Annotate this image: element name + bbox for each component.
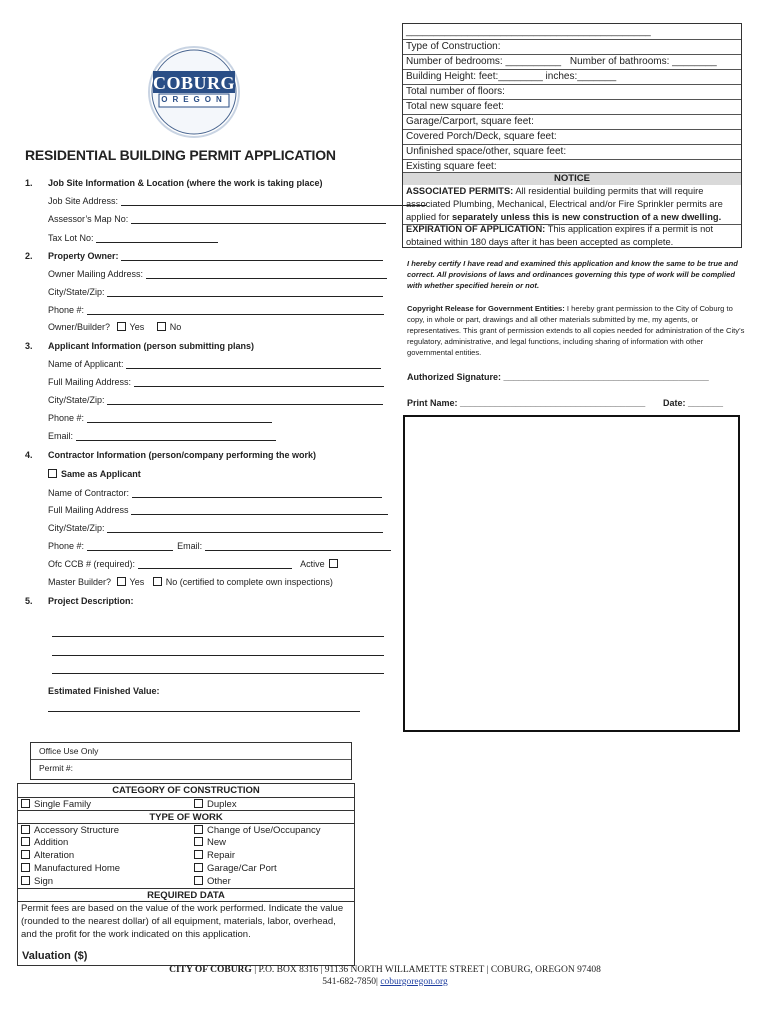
job-site-address-label: Job Site Address:	[48, 196, 119, 206]
garage-car-port-option[interactable]	[194, 862, 277, 875]
footer-city: CITY OF COBURG	[169, 965, 252, 975]
owner-city-label: City/State/Zip:	[48, 287, 105, 297]
sign-label: Sign	[34, 876, 54, 887]
category-table	[17, 783, 355, 966]
authorized-signature-field[interactable]: Authorized Signature: _________________________________________	[407, 372, 709, 382]
notice-header: NOTICE	[403, 172, 741, 185]
section-5-heading: Project Description:	[48, 596, 134, 606]
contractor-city-field[interactable]	[48, 523, 383, 533]
project-description-line-2[interactable]	[52, 655, 384, 656]
contractor-phone-email-row	[48, 541, 391, 551]
alteration-label: Alteration	[34, 850, 75, 861]
section-4-heading: Contractor Information (person/company performing the work)	[48, 450, 317, 460]
assessors-map-field[interactable]	[48, 214, 386, 224]
applicant-phone-label: Phone #:	[48, 413, 85, 423]
total-floors-field[interactable]: Total number of floors:	[403, 84, 741, 99]
duplex-label: Duplex	[207, 799, 237, 810]
applicant-city-field[interactable]	[48, 395, 383, 405]
single-family-label: Single Family	[34, 799, 92, 810]
existing-square-feet-field[interactable]: Existing square feet:	[403, 159, 741, 174]
print-name-field[interactable]: Print Name: _____________________________________	[407, 398, 646, 408]
section-2-number: 2.	[25, 251, 33, 261]
contractor-phone-input[interactable]	[87, 541, 173, 551]
same-as-applicant-row	[48, 469, 141, 479]
tax-lot-label: Tax Lot No:	[48, 233, 94, 243]
owner-mailing-label: Owner Mailing Address:	[48, 269, 144, 279]
accessory-structure-option[interactable]	[18, 825, 119, 836]
addition-label: Addition	[34, 837, 69, 848]
porch-square-feet-field[interactable]: Covered Porch/Deck, square feet:	[403, 129, 741, 144]
other-label: Other	[207, 876, 231, 887]
footer-website-link[interactable]: coburgoregon.org	[380, 977, 448, 987]
owner-phone-label: Phone #:	[48, 305, 85, 315]
required-data-header: REQUIRED DATA	[18, 888, 354, 902]
applicant-city-label: City/State/Zip:	[48, 395, 105, 405]
applicant-email-field[interactable]	[48, 431, 276, 441]
expiration-text-1: This application expires if a permit is not	[545, 224, 714, 234]
contractor-name-label: Name of Contractor:	[48, 488, 130, 498]
owner-mailing-field[interactable]	[48, 269, 387, 279]
applicant-mailing-field[interactable]	[48, 377, 384, 387]
construction-info-box	[402, 23, 742, 248]
project-description-line-3[interactable]	[52, 673, 384, 674]
repair-label: Repair	[207, 850, 235, 861]
logo-name: COBURG	[152, 73, 235, 93]
master-builder-no-checkbox[interactable]	[153, 577, 162, 586]
property-owner-field[interactable]	[48, 251, 383, 261]
associated-permits-label: ASSOCIATED PERMITS:	[406, 186, 514, 196]
owner-builder-row	[48, 322, 181, 332]
garage-car-port-label: Garage/Car Port	[207, 863, 277, 874]
associated-permits-text-1: All residential building permits that will require	[513, 186, 704, 196]
section-5-number: 5.	[25, 596, 33, 606]
bathrooms-field[interactable]: Number of bathrooms: ________	[569, 56, 717, 67]
garage-square-feet-field[interactable]: Garage/Carport, square feet:	[403, 114, 741, 129]
certification-statement: I hereby certify I have read and examined this application and know the same to be true and correct. All provisions of laws and ordinances governing this type of work will be complied with whether specified herein or not.	[407, 259, 738, 290]
associated-permits-text-3: applied for	[406, 212, 452, 222]
contractor-email-label: Email:	[177, 541, 203, 551]
building-height-field[interactable]: Building Height: feet:________ inches:_______	[403, 69, 741, 84]
city-logo	[147, 45, 241, 139]
copyright-release	[407, 303, 745, 358]
change-of-use-label: Change of Use/Occupancy	[207, 825, 321, 836]
owner-city-field[interactable]	[48, 287, 383, 297]
estimated-value-label: Estimated Finished Value:	[48, 686, 160, 696]
master-builder-yes-label: Yes	[129, 577, 145, 587]
ccb-label: Ofc CCB # (required):	[48, 559, 136, 569]
contractor-city-label: City/State/Zip:	[48, 523, 105, 533]
plot-plan-box[interactable]	[403, 415, 740, 732]
unfinished-square-feet-field[interactable]: Unfinished space/other, square feet:	[403, 144, 741, 159]
type-of-construction-field[interactable]: Type of Construction:	[403, 39, 741, 54]
owner-builder-yes-label: Yes	[129, 322, 145, 332]
master-builder-no-label: No (certified to complete own inspections)	[165, 577, 333, 587]
office-use-box	[30, 742, 352, 780]
applicant-phone-field[interactable]	[48, 413, 272, 423]
contractor-mailing-label: Full Mailing Address	[48, 505, 129, 515]
valuation-label: Valuation ($)	[22, 950, 88, 962]
owner-builder-no-checkbox[interactable]	[157, 322, 166, 331]
owner-builder-label: Owner/Builder?	[48, 322, 111, 332]
permit-number-label: Permit #:	[39, 763, 74, 773]
new-square-feet-field[interactable]: Total new square feet:	[403, 99, 741, 114]
contractor-name-field[interactable]	[48, 488, 382, 498]
accessory-structure-label: Accessory Structure	[34, 825, 119, 836]
manufactured-home-option[interactable]	[18, 863, 120, 874]
contractor-phone-label: Phone #:	[48, 541, 85, 551]
addition-option[interactable]	[18, 837, 68, 848]
footer-phone: 541-682-7850|	[322, 977, 378, 987]
new-label: New	[207, 837, 227, 848]
copyright-text: I hereby grant permission to the City of Coburg to copy, in whole or part, drawings and all other materials submitted by me, my agents, or representatives. This grant of permission extends to all copies needed for administration of the City’s regulatory, administrative, and legal functions, including sharing of information with other governmental entities.	[407, 304, 745, 357]
associated-permits-text-2: associated Plumbing, Mechanical, Electrical and/or Fire Sprinkler permits are	[406, 199, 723, 209]
owner-phone-field[interactable]	[48, 305, 384, 315]
page-title: RESIDENTIAL BUILDING PERMIT APPLICATION	[25, 147, 336, 163]
applicant-name-label: Name of Applicant:	[48, 359, 124, 369]
expiration-text-2: obtained within 180 days after it has been accepted as complete.	[406, 237, 674, 247]
alteration-option[interactable]	[18, 850, 74, 861]
tax-lot-field[interactable]	[48, 233, 218, 243]
section-1-number: 1.	[25, 178, 33, 188]
assessors-map-label: Assessor’s Map No:	[48, 214, 129, 224]
property-owner-label: Property Owner:	[48, 251, 119, 261]
category-header: CATEGORY OF CONSTRUCTION	[18, 784, 354, 797]
expiration-label: EXPIRATION OF APPLICATION:	[406, 224, 546, 234]
same-as-applicant-label: Same as Applicant	[61, 469, 141, 479]
expiration-notice	[406, 223, 739, 249]
copyright-label: Copyright Release for Government Entities:	[407, 304, 565, 313]
other-option[interactable]	[194, 875, 231, 888]
applicant-mailing-label: Full Mailing Address:	[48, 377, 132, 387]
construction-top-line: ____________________________________________	[406, 26, 651, 37]
sign-option[interactable]	[18, 876, 53, 887]
bedrooms-bathrooms-row	[403, 54, 741, 69]
owner-builder-yes-checkbox[interactable]	[117, 322, 126, 331]
section-4-number: 4.	[25, 450, 33, 460]
ccb-input[interactable]	[138, 559, 292, 569]
ccb-row	[48, 559, 342, 569]
active-label: Active	[300, 559, 325, 569]
section-3-heading: Applicant Information (person submitting plans)	[48, 341, 254, 351]
repair-option[interactable]	[194, 849, 235, 862]
section-1-heading: Job Site Information & Location (where the work is taking place)	[48, 178, 323, 188]
associated-permits-notice	[406, 185, 739, 224]
footer-address	[0, 965, 770, 975]
contractor-mailing-field[interactable]	[48, 505, 388, 515]
same-as-applicant-checkbox[interactable]	[48, 469, 57, 478]
office-use-label: Office Use Only	[39, 746, 99, 756]
active-checkbox[interactable]	[329, 559, 338, 568]
section-3-number: 3.	[25, 341, 33, 351]
footer-address-text: | P.O. BOX 8316 | 91136 NORTH WILLAMETTE STREET | COBURG, OREGON 97408	[251, 965, 601, 975]
bedrooms-field[interactable]: Number of bedrooms: __________	[406, 56, 562, 67]
applicant-name-field[interactable]	[48, 359, 381, 369]
date-field[interactable]: Date: _______	[663, 398, 724, 408]
logo-sub: OREGON	[161, 95, 227, 104]
master-builder-row	[48, 577, 333, 587]
master-builder-yes-checkbox[interactable]	[117, 577, 126, 586]
estimated-value-input[interactable]	[48, 711, 360, 712]
job-site-address-field[interactable]	[48, 196, 426, 206]
footer-contact	[0, 977, 770, 987]
new-option[interactable]	[194, 836, 226, 849]
applicant-email-label: Email:	[48, 431, 74, 441]
associated-permits-emphasis: separately unless this is new construction of a new dwelling.	[452, 212, 722, 222]
contractor-email-input[interactable]	[205, 541, 391, 551]
project-description-line-1[interactable]	[52, 636, 384, 637]
single-family-option[interactable]	[18, 799, 91, 810]
master-builder-label: Master Builder?	[48, 577, 112, 587]
type-of-work-header: TYPE OF WORK	[18, 810, 354, 824]
owner-builder-no-label: No	[169, 322, 182, 332]
manufactured-home-label: Manufactured Home	[34, 863, 121, 874]
required-data-text: Permit fees are based on the value of the work performed. Indicate the value (rounded to the nearest dollar) of all equipment, materials, labor, overhead, and the profit for the work indicated on this application.	[21, 903, 344, 940]
